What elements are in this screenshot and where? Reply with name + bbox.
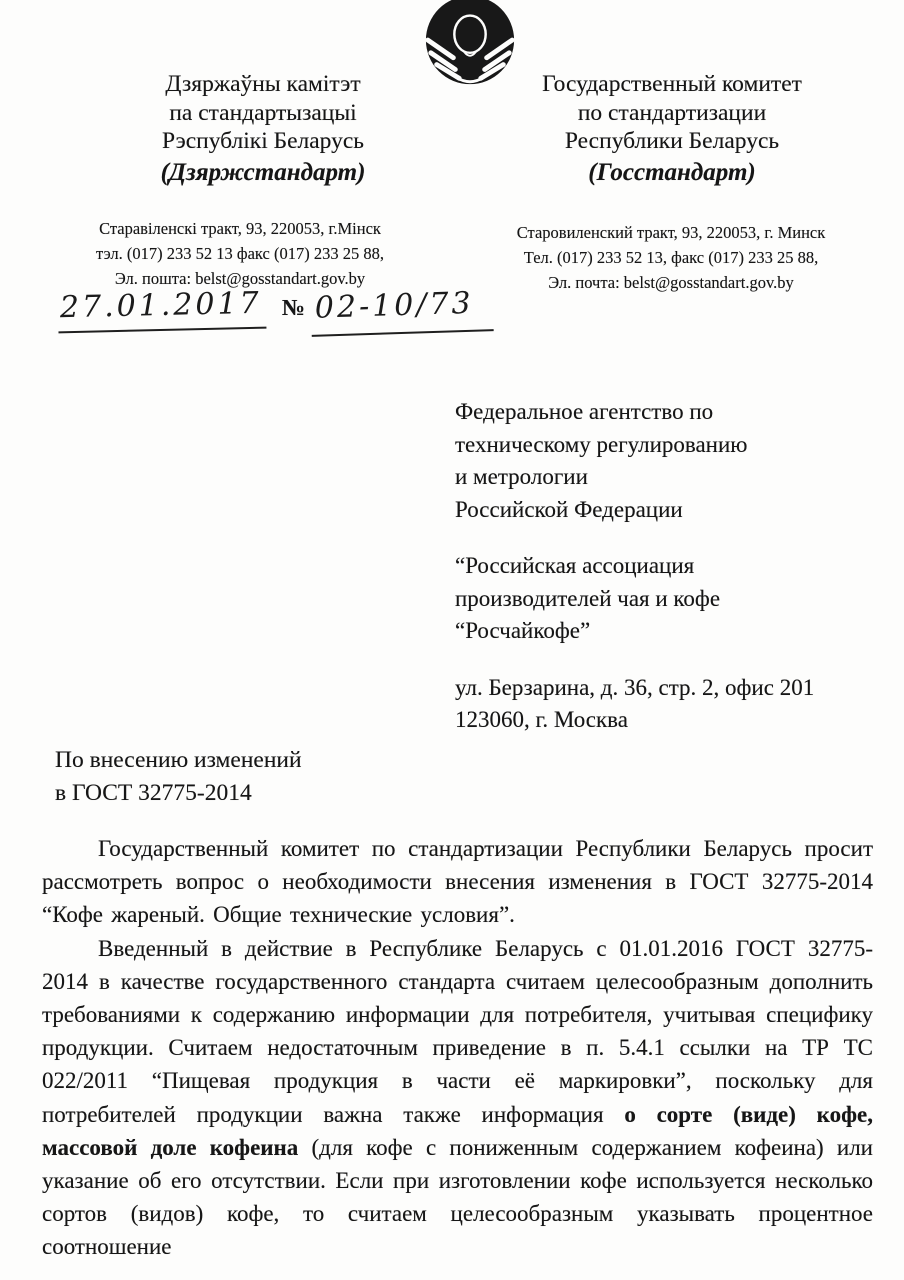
body-paragraph-2-text: Введенный в действие в Республике Беларусь с 01.01.2016 ГОСТ 32775-2014 в качестве государственного стандарта считаем целесообразным дополнить требованиями к содержанию информации для потребителя, учитывая специфику продукции. Считаем недостаточным приведение в п. 5.4.1 ссылки на ТР ТС 022/2011 “Пищевая продукция в части её маркировки”, поскольку для потребителей продукции важна также информация <box>42 935 873 1127</box>
address-ru-line2: Тел. (017) 233 52 13, факс (017) 233 25 88, <box>523 248 819 267</box>
letterhead-left <box>88 70 438 187</box>
org-name-by-line2: па стандартызацыі <box>169 99 357 126</box>
letterhead-right <box>492 70 852 187</box>
org-name-ru-line1: Государственный комитет <box>542 71 802 97</box>
reference-line <box>58 285 493 334</box>
recipient-agency-line: техническому регулированию <box>455 431 748 457</box>
recipient-agency-line: Федеральное агентство по <box>455 399 714 424</box>
recipient-block <box>455 396 875 761</box>
recipient-association-line: “Росчайкофе” <box>455 618 591 643</box>
body-paragraph-1: Государственный комитет по стандартизации Республики Беларусь просит рассмотреть вопрос о необходимости внесения изменения в ГОСТ 32775-2014 “Кофе жареный. Общие технические условия”. <box>42 836 873 928</box>
body-paragraph-2 <box>42 932 873 1264</box>
address-ru-line1: Старовиленский тракт, 93, 220053, г. Минск <box>516 223 826 242</box>
address-by-line3: Эл. пошта: belst@gosstandart.gov.by <box>114 269 366 288</box>
org-name-by-line3: Рэспублікі Беларусь <box>161 128 365 154</box>
subject-line1: По внесению изменений <box>55 747 302 773</box>
recipient-association-line: “Российская ассоциация <box>455 553 695 578</box>
org-short-name-ru: (Госстандарт) <box>588 158 756 186</box>
recipient-address-line: ул. Берзарина, д. 36, стр. 2, офис 201 <box>455 674 815 700</box>
body-paragraph-2-bold-text: о сорте (виде) кофе, массовой доле кофеина <box>42 1101 874 1160</box>
address-block-ru <box>480 220 862 295</box>
recipient-agency-line: и метрологии <box>455 464 588 489</box>
recipient-agency-line: Российской Федерации <box>455 496 683 522</box>
recipient-association-line: производителей чая и кофе <box>455 585 721 611</box>
subject-block <box>55 744 302 810</box>
letter-body <box>42 832 873 1264</box>
recipient-association <box>455 550 875 648</box>
body-paragraph-2-text: (для кофе с пониженным содержанием кофеина) или указание об его отсутствии. Если при изготовлении кофе используется несколько сортов (видов) кофе, то считаем целесообразным указывать процентное соотношение <box>42 1134 873 1260</box>
handwritten-date: 27.01.2017 <box>58 286 267 334</box>
address-by-line2: тэл. (017) 233 52 13 факс (017) 233 25 88, <box>96 244 384 263</box>
recipient-postal-address <box>455 672 875 737</box>
address-ru-line3: Эл. почта: belst@gosstandart.gov.by <box>548 273 794 292</box>
address-by-line1: Старавіленскі тракт, 93, 220053, г.Мінск <box>99 219 381 238</box>
org-name-ru-line3: Республики Беларусь <box>564 128 780 154</box>
recipient-address-line: 123060, г. Москва <box>455 707 628 732</box>
org-name-ru-line2: по стандартизации <box>577 99 767 126</box>
handwritten-ref-number: 02-10/73 <box>310 285 493 337</box>
recipient-agency <box>455 396 875 526</box>
number-sign: № <box>281 295 305 320</box>
subject-line2: в ГОСТ 32775-2014 <box>55 780 252 806</box>
org-short-name-by: (Дзяржстандарт) <box>160 158 366 186</box>
org-name-by-line1: Дзяржаўны камітэт <box>165 71 361 97</box>
address-block-by <box>56 216 424 291</box>
